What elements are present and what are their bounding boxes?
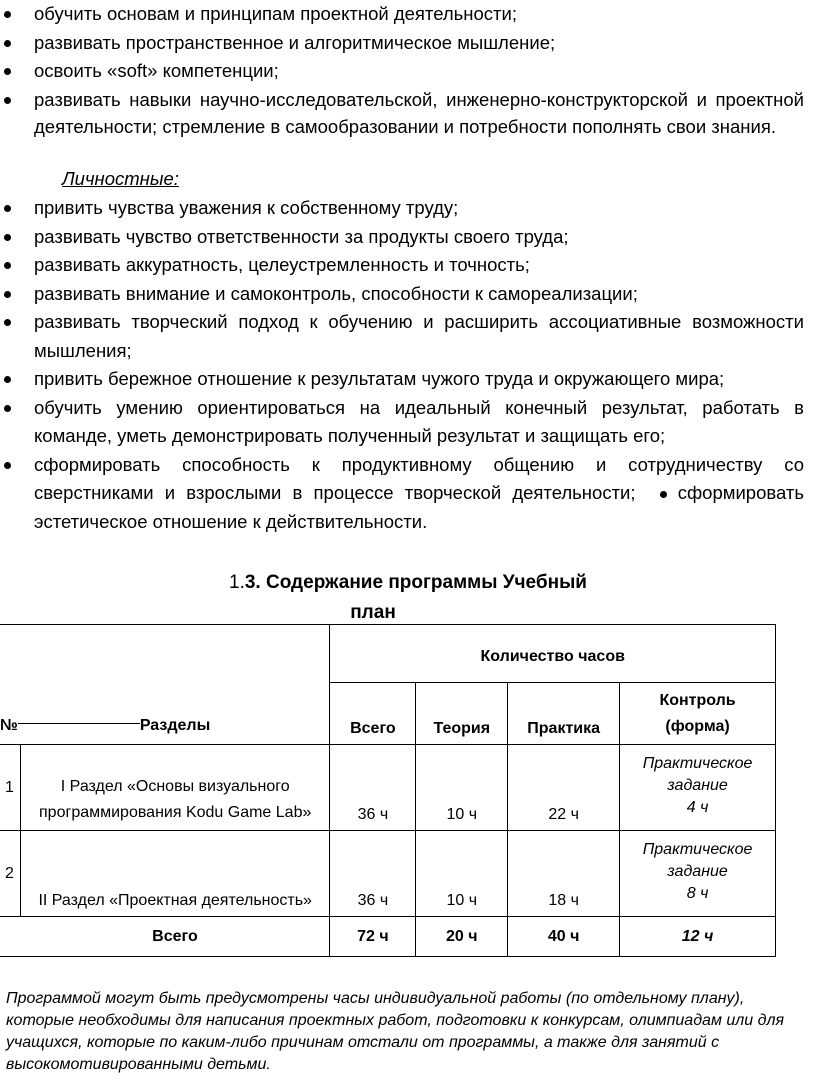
list-item: привить бережное отношение к результатам чужого труда и окружающего мира;	[0, 365, 816, 394]
row-section-name: I Раздел «Основы визуального программирования Kodu Game Lab»	[20, 745, 330, 831]
header-divider	[18, 723, 140, 724]
totals-practice: 40 ч	[508, 917, 620, 957]
footnote: Программой могут быть предусмотрены часы индивидуальной работы (по отдельному плану), которые необходимы для написания проектных работ, подготовки к конкурсам, олимпиадам или для учащихся, которые по каким-либо причинам отстали от программы, а также для занятий с высокомотивированными детьми.	[6, 990, 785, 1073]
subheading-personal: Личностные:	[62, 168, 179, 189]
list-item: сформировать способность к продуктивному общению и сотрудничеству со сверстниками и взрослыми в процессе творческой деятельности; сформировать эстетическое отношение к действительности.	[0, 451, 816, 537]
bullet-icon	[4, 11, 11, 18]
row-control: Практическое задание 4 ч	[620, 745, 776, 831]
bullet-icon	[4, 234, 11, 241]
row-theory: 10 ч	[416, 831, 508, 917]
column-header: Всего	[330, 683, 416, 745]
goals-list	[0, 0, 816, 140]
personal-goals-list	[0, 194, 816, 536]
section-title: 1.3. Содержание программы Учебный	[229, 572, 587, 593]
bullet-icon	[4, 97, 11, 104]
bullet-icon	[4, 405, 11, 412]
list-item: развивать творческий подход к обучению и расширить ассоциативные возможности мышления;	[0, 308, 816, 365]
table-row	[0, 831, 776, 917]
hours-header: Количество часов	[330, 625, 776, 683]
list-item: развивать навыки научно-исследовательской, инженерно-конструкторской и проектной деятельности; стремление в самообразовании и потребности пополнять свои знания.	[0, 86, 816, 140]
bullet-icon	[4, 40, 11, 47]
column-header: Практика	[508, 683, 620, 745]
list-item: развивать аккуратность, целеустремленность и точность;	[0, 251, 816, 280]
totals-label: Всего	[20, 917, 330, 957]
table-header-row	[0, 625, 776, 683]
row-number: 1	[0, 745, 20, 831]
bullet-icon	[4, 376, 11, 383]
list-item: обучить умению ориентироваться на идеальный конечный результат, работать в команде, уметь демонстрировать полученный результат и защищать его;	[0, 394, 816, 451]
column-header: Контроль (форма)	[620, 683, 776, 745]
bullet-icon	[4, 462, 11, 469]
table-row	[0, 745, 776, 831]
column-header-num: № Разделы	[0, 717, 211, 734]
bullet-icon	[4, 262, 11, 269]
row-practice: 18 ч	[508, 831, 620, 917]
row-total: 36 ч	[330, 745, 416, 831]
list-item: освоить «soft» компетенции;	[0, 57, 816, 86]
row-practice: 22 ч	[508, 745, 620, 831]
bullet-icon	[4, 205, 11, 212]
bullet-icon	[4, 68, 11, 75]
bullet-icon	[4, 319, 11, 326]
bullet-icon	[660, 491, 667, 498]
totals-control: 12 ч	[620, 917, 776, 957]
row-section-name: II Раздел «Проектная деятельность»	[20, 831, 330, 917]
curriculum-table	[0, 624, 776, 957]
list-item: развивать чувство ответственности за продукты своего труда;	[0, 223, 816, 252]
column-header: Теория	[416, 683, 508, 745]
section-title-continued: план	[350, 602, 396, 623]
list-item: развивать внимание и самоконтроль, способности к самореализации;	[0, 280, 816, 309]
list-item: развивать пространственное и алгоритмическое мышление;	[0, 29, 816, 58]
row-number: 2	[0, 831, 20, 917]
bullet-icon	[4, 291, 11, 298]
row-total: 36 ч	[330, 831, 416, 917]
row-theory: 10 ч	[416, 745, 508, 831]
totals-theory: 20 ч	[416, 917, 508, 957]
totals-total: 72 ч	[330, 917, 416, 957]
list-item: обучить основам и принципам проектной деятельности;	[0, 0, 816, 29]
list-item: привить чувства уважения к собственному труду;	[0, 194, 816, 223]
row-control: Практическое задание 8 ч	[620, 831, 776, 917]
totals-row	[0, 917, 776, 957]
